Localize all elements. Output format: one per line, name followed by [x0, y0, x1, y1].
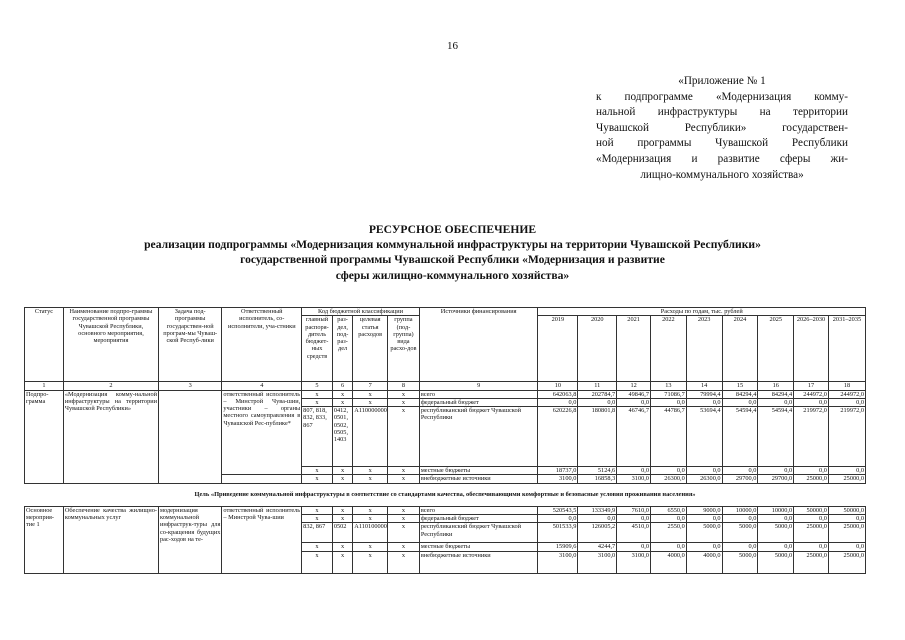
title-heading: РЕСУРСНОЕ ОБЕСПЕЧЕНИЕ [368, 223, 537, 236]
value-cell: 9000,0 [686, 506, 722, 514]
goal-row [25, 483, 866, 506]
col-number: 9 [419, 382, 538, 390]
code-cell: x [353, 551, 388, 573]
value-cell: 84294,4 [722, 390, 758, 398]
source-cell: внебюджетные источники [419, 551, 538, 573]
table-row [25, 390, 866, 398]
header-task: Задача под-программы государствен-ной програм-мы Чуваш-ской Респуб-лики [158, 308, 221, 382]
value-cell: 5000,0 [722, 523, 758, 543]
header-group: группа (под-группа) вида расхо-дов [388, 316, 420, 382]
code-cell: x [388, 398, 420, 406]
code-cell: x [388, 543, 420, 551]
col-number: 17 [794, 382, 829, 390]
col-number: 4 [222, 382, 302, 390]
resource-table [24, 307, 866, 574]
code-cell: x [332, 398, 352, 406]
code-cell: x [302, 551, 333, 573]
value-cell: 219972,0 [794, 407, 829, 467]
code-cell: x [302, 467, 333, 475]
header-year: 2020 [578, 316, 617, 382]
name-cell: Обеспечение качества жилищно-коммунальных услуг [63, 506, 158, 573]
value-cell: 0,0 [650, 543, 686, 551]
header-year: 2022 [650, 316, 686, 382]
value-cell: 84294,4 [758, 390, 794, 398]
value-cell: 0,0 [686, 543, 722, 551]
value-cell: 29700,0 [722, 475, 758, 483]
appendix-note [596, 74, 848, 183]
executor-cell: ответственный исполнитель – Минстрой Чува-шии [222, 506, 302, 573]
col-number: 18 [828, 382, 865, 390]
source-cell: местные бюджеты [419, 467, 538, 475]
value-cell: 6550,0 [650, 506, 686, 514]
status-cell: Основное мероприя-тие 1 [25, 506, 64, 573]
value-cell: 25000,0 [794, 551, 829, 573]
goal-text: Цель «Приведение коммунальной инфраструктуры в соответствие со стандартами качества, обеспечивающими комфортные и безопасные условия проживания населения» [25, 483, 866, 506]
source-cell: республиканский бюджет Чувашской Республики [419, 523, 538, 543]
value-cell: 0,0 [794, 398, 829, 406]
col-number: 8 [388, 382, 420, 390]
value-cell: 5000,0 [758, 551, 794, 573]
value-cell: 4510,0 [617, 523, 651, 543]
header-year: 2019 [538, 316, 578, 382]
header-year: 2024 [722, 316, 758, 382]
value-cell: 44786,7 [650, 407, 686, 467]
source-cell: местные бюджеты [419, 543, 538, 551]
header-year: 2031–2035 [828, 316, 865, 382]
value-cell: 79994,4 [686, 390, 722, 398]
value-cell: 5000,0 [758, 523, 794, 543]
value-cell: 25000,0 [794, 475, 829, 483]
value-cell: 25000,0 [828, 523, 865, 543]
value-cell: 0,0 [828, 398, 865, 406]
document-title [40, 222, 865, 283]
value-cell: 0,0 [758, 515, 794, 523]
value-cell: 46746,7 [617, 407, 651, 467]
value-cell: 3100,0 [617, 475, 651, 483]
col-number: 15 [722, 382, 758, 390]
col-number: 7 [353, 382, 388, 390]
value-cell: 3100,0 [538, 475, 578, 483]
header-year: 2026–2030 [794, 316, 829, 382]
col-number: 16 [758, 382, 794, 390]
code-cell: x [388, 506, 420, 514]
code-cell: x [302, 475, 333, 483]
title-line: реализации подпрограммы «Модернизация коммунальной инфраструктуры на территории Чувашской Республики» [144, 238, 761, 252]
value-cell: 501533,9 [538, 523, 578, 543]
value-cell: 0,0 [538, 398, 578, 406]
source-cell: федеральный бюджет [419, 398, 538, 406]
value-cell: 16858,3 [578, 475, 617, 483]
code-cell: x [302, 398, 333, 406]
value-cell: 0,0 [794, 467, 829, 475]
header-section: раз-дел, под-раз-дел [332, 316, 352, 382]
source-cell: республиканский бюджет Чувашской Республики [419, 407, 538, 467]
col-number: 14 [686, 382, 722, 390]
code-cell: x [388, 390, 420, 398]
value-cell: 520543,5 [538, 506, 578, 514]
value-cell: 0,0 [650, 515, 686, 523]
code-cell: x [302, 390, 333, 398]
header-sources: Источники финансирования [419, 308, 538, 382]
col-number: 11 [578, 382, 617, 390]
code-cell: x [332, 475, 352, 483]
value-cell: 133349,9 [578, 506, 617, 514]
value-cell: 25000,0 [794, 523, 829, 543]
col-number: 6 [332, 382, 352, 390]
source-cell: всего [419, 506, 538, 514]
value-cell: 0,0 [794, 543, 829, 551]
header-executor: Ответственный исполнитель, со-исполнители, уча-стники [222, 308, 302, 382]
value-cell: 180801,8 [578, 407, 617, 467]
value-cell: 0,0 [578, 515, 617, 523]
code-cell: x [302, 506, 333, 514]
value-cell: 5000,0 [722, 551, 758, 573]
table-header-row [25, 308, 866, 316]
value-cell: 0,0 [758, 467, 794, 475]
value-cell: 0,0 [828, 467, 865, 475]
value-cell: 4000,0 [650, 551, 686, 573]
title-line: государственной программы Чувашской Республики «Модернизация и развитие [240, 253, 665, 267]
col-number: 13 [650, 382, 686, 390]
page-number: 16 [447, 40, 458, 52]
code-cell: x [353, 475, 388, 483]
executor-cell-empty [222, 475, 302, 483]
header-status: Статус [25, 308, 64, 382]
code-cell: x [353, 390, 388, 398]
source-cell: всего [419, 390, 538, 398]
header-target: целевая статья расходов [353, 316, 388, 382]
value-cell: 53694,4 [686, 407, 722, 467]
grbs-cell: 807, 818, 832, 833, 867 [302, 407, 333, 467]
col-number: 5 [302, 382, 333, 390]
grbs-cell: 832, 867 [302, 523, 333, 543]
code-cell: x [388, 515, 420, 523]
code-cell: x [388, 523, 420, 543]
code-cell: x [332, 390, 352, 398]
value-cell: 18737,0 [538, 467, 578, 475]
value-cell: 0,0 [722, 543, 758, 551]
value-cell: 0,0 [686, 398, 722, 406]
col-number: 10 [538, 382, 578, 390]
value-cell: 0,0 [650, 467, 686, 475]
value-cell: 25000,0 [828, 551, 865, 573]
header-year: 2021 [617, 316, 651, 382]
col-number: 2 [63, 382, 158, 390]
value-cell: 3100,0 [617, 551, 651, 573]
code-cell: x [332, 551, 352, 573]
value-cell: 0,0 [686, 515, 722, 523]
col-number: 12 [617, 382, 651, 390]
value-cell: 5000,0 [686, 523, 722, 543]
code-cell: x [302, 543, 333, 551]
target-cell: А110000000 [353, 407, 388, 467]
appendix-line: лищно-коммунального хозяйства» [640, 168, 804, 181]
value-cell: 0,0 [538, 515, 578, 523]
value-cell: 29700,0 [758, 475, 794, 483]
header-expenses: Расходы по годам, тыс. рублей [538, 308, 866, 316]
value-cell: 10000,0 [722, 506, 758, 514]
value-cell: 0,0 [722, 398, 758, 406]
task-cell [158, 390, 221, 483]
value-cell: 0,0 [828, 543, 865, 551]
value-cell: 15909,6 [538, 543, 578, 551]
header-name: Наименование подпро-граммы государственной программы Чувашской Республики, основного мероприятия, мероприятия [63, 308, 158, 382]
value-cell: 0,0 [794, 515, 829, 523]
value-cell: 2550,0 [650, 523, 686, 543]
value-cell: 0,0 [650, 398, 686, 406]
value-cell: 0,0 [578, 398, 617, 406]
value-cell: 244972,0 [794, 390, 829, 398]
executor-cell: ответственный исполнитель – Минстрой Чува-шии, участники – органы местного самоуправления в Чувашской Рес-публике* [222, 390, 302, 475]
value-cell: 620226,8 [538, 407, 578, 467]
value-cell: 0,0 [617, 515, 651, 523]
appendix-line: нальной инфраструктуры на территории [596, 106, 848, 119]
value-cell: 3100,0 [538, 551, 578, 573]
value-cell: 5124,6 [578, 467, 617, 475]
value-cell: 54594,4 [758, 407, 794, 467]
appendix-line: «Приложение № 1 [678, 75, 766, 87]
code-cell: x [388, 467, 420, 475]
value-cell: 642063,8 [538, 390, 578, 398]
value-cell: 244972,0 [828, 390, 865, 398]
value-cell: 0,0 [617, 543, 651, 551]
code-cell: x [388, 551, 420, 573]
code-cell: x [388, 407, 420, 467]
title-line: сферы жилищно-коммунального хозяйства» [335, 268, 570, 282]
value-cell: 10000,0 [758, 506, 794, 514]
appendix-line: «Модернизация и развитие сферы жи- [596, 152, 848, 165]
value-cell: 0,0 [722, 515, 758, 523]
value-cell: 4244,7 [578, 543, 617, 551]
code-cell: x [332, 506, 352, 514]
value-cell: 0,0 [758, 398, 794, 406]
code-cell: x [332, 515, 352, 523]
code-cell: x [302, 515, 333, 523]
code-cell: x [353, 398, 388, 406]
code-cell: x [353, 543, 388, 551]
value-cell: 0,0 [686, 467, 722, 475]
name-cell: «Модернизация комму-нальной инфраструктуры на территории Чувашской Республики» [63, 390, 158, 483]
value-cell: 26300,0 [686, 475, 722, 483]
source-cell: внебюджетные источники [419, 475, 538, 483]
value-cell: 219972,0 [828, 407, 865, 467]
value-cell: 50000,0 [828, 506, 865, 514]
value-cell: 0,0 [617, 398, 651, 406]
table-row [25, 506, 866, 514]
value-cell: 49846,7 [617, 390, 651, 398]
task-cell: модернизация коммунальной инфраструк-туры для со-кращения будущих рас-ходов на те- [158, 506, 221, 573]
col-number: 3 [158, 382, 221, 390]
col-number: 1 [25, 382, 64, 390]
source-cell: федеральный бюджет [419, 515, 538, 523]
value-cell: 7610,0 [617, 506, 651, 514]
code-cell: x [332, 467, 352, 475]
code-cell: x [332, 543, 352, 551]
value-cell: 26300,0 [650, 475, 686, 483]
value-cell: 126005,2 [578, 523, 617, 543]
appendix-line: Чувашской Республики» государствен- [596, 121, 848, 134]
appendix-line: к подпрограмме «Модернизация комму- [596, 90, 848, 103]
code-cell: x [353, 506, 388, 514]
column-number-row [25, 382, 866, 390]
code-cell: x [353, 467, 388, 475]
code-cell: x [388, 475, 420, 483]
target-cell: А110100000 [353, 523, 388, 543]
value-cell: 0,0 [617, 467, 651, 475]
value-cell: 25000,0 [828, 475, 865, 483]
value-cell: 0,0 [722, 467, 758, 475]
value-cell: 54594,4 [722, 407, 758, 467]
value-cell: 0,0 [828, 515, 865, 523]
status-cell: Подпро-грамма [25, 390, 64, 483]
header-budget-code: Код бюджетной классификации [302, 308, 420, 316]
value-cell: 202784,7 [578, 390, 617, 398]
appendix-line: ной программы Чувашской Республики [596, 137, 848, 150]
value-cell: 4000,0 [686, 551, 722, 573]
header-year: 2025 [758, 316, 794, 382]
header-year: 2023 [686, 316, 722, 382]
value-cell: 71086,7 [650, 390, 686, 398]
value-cell: 50000,0 [794, 506, 829, 514]
section-cell: 0412, 0501, 0502, 0505, 1403 [332, 407, 352, 467]
header-grbs: главный распоря-дитель бюджет-ных средств [302, 316, 333, 382]
section-cell: 0502 [332, 523, 352, 543]
value-cell: 3100,0 [578, 551, 617, 573]
code-cell: x [353, 515, 388, 523]
value-cell: 0,0 [758, 543, 794, 551]
